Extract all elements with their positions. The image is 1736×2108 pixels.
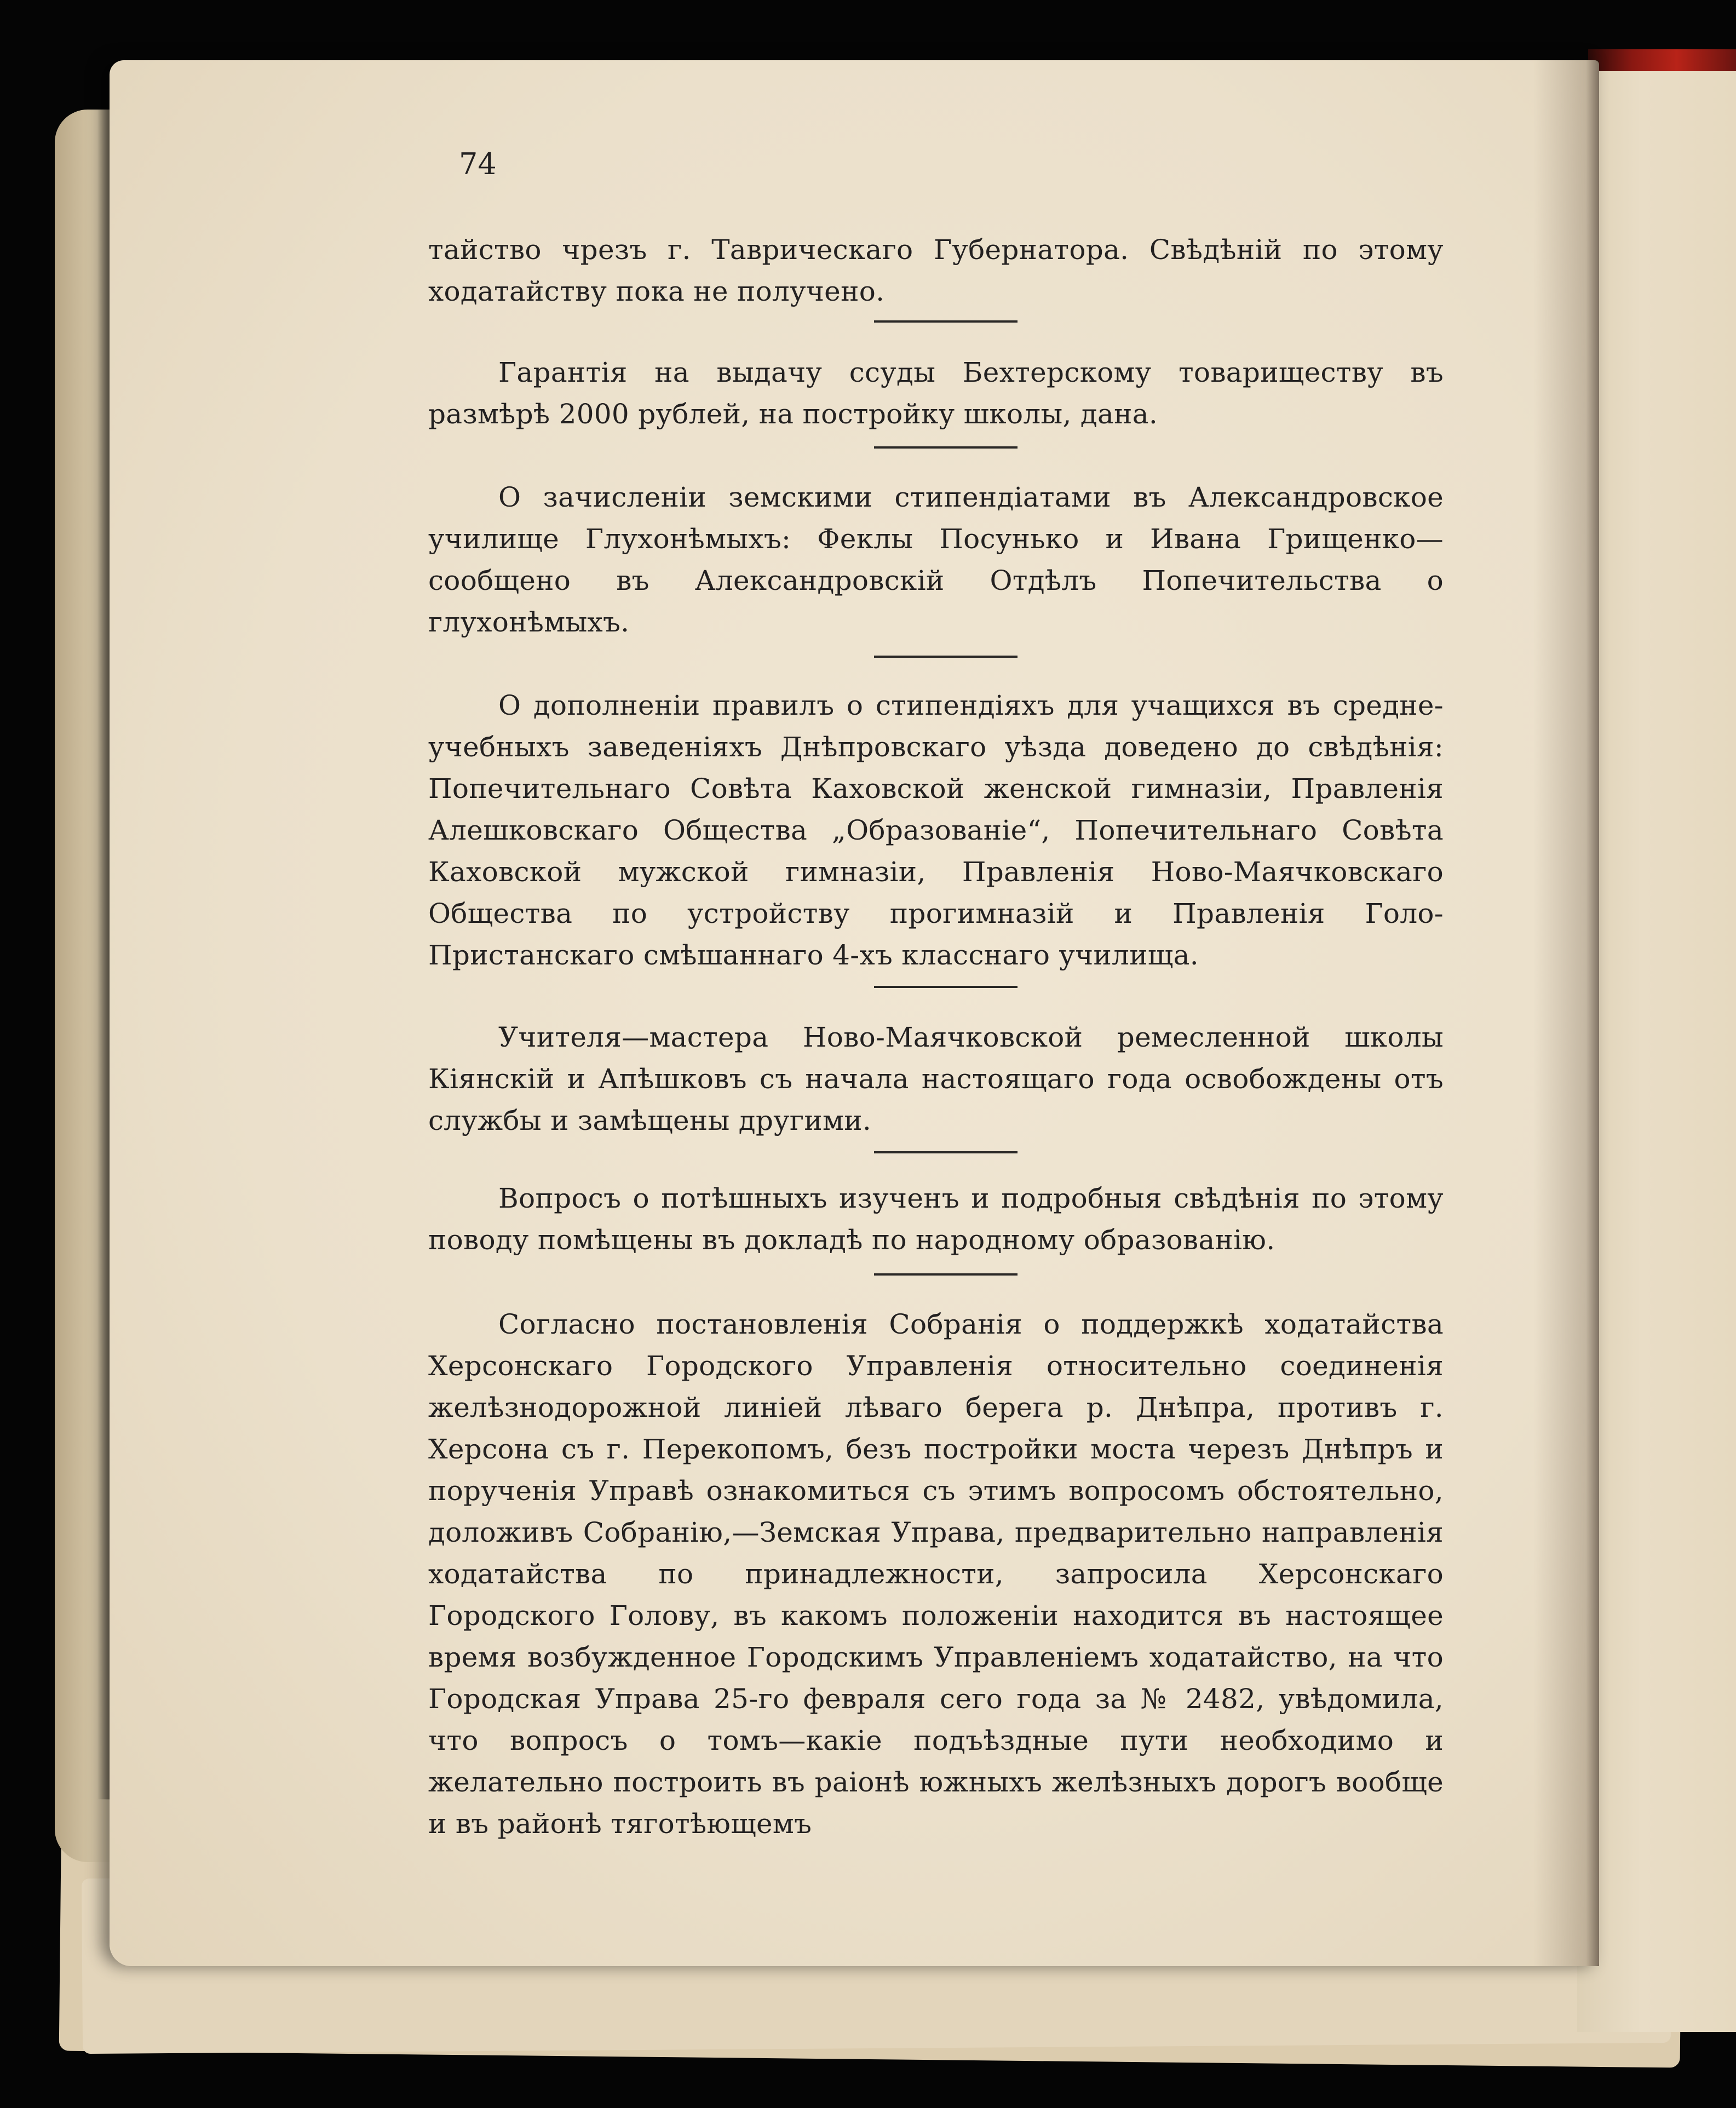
paragraph-block — [428, 352, 1444, 435]
paragraph: тайство чрезъ г. Таврическаго Губернатора. Свѣдѣній по этому ходатайству пока не получено. — [428, 234, 1444, 307]
paragraph-block — [428, 476, 1444, 643]
facing-page-edge — [1577, 71, 1736, 2032]
section-divider — [428, 1151, 1444, 1153]
paragraph-block — [428, 1178, 1444, 1261]
paragraph-block — [428, 685, 1444, 976]
paragraph: Согласно постановленія Собранія о поддержкѣ ходатайства Херсонскаго Городского Управленія относительно соединенія желѣзнодорожной линіей лѣваго берега р. Днѣпра, противъ г. Херсона съ г. Перекопомъ, безъ постройки моста черезъ Днѣпръ и порученія Управѣ ознакомиться съ этимъ вопросомъ обстоятельно, доложивъ Собранію,—Земская Управа, предварительно направленія ходатайства по принадлежности, запросила Херсонскаго Городского Голову, въ какомъ положеніи находится въ настоящее время возбужденное Городскимъ Управленіемъ ходатайство, на что Городская Управа 25-го февраля сего года за № 2482, увѣдомила, что вопросъ о томъ—какіе подъѣздные пути необходимо и желательно построить въ раіонѣ южныхъ желѣзныхъ дорогъ вообще и въ районѣ тяготѣющемъ — [428, 1308, 1444, 1840]
paragraph-block — [428, 1016, 1444, 1141]
paragraph: О дополненіи правилъ о стипендіяхъ для учащихся въ средне-учебныхъ заведеніяхъ Днѣпровскаго уѣзда доведено до свѣдѣнія: Попечительнаго Совѣта Каховской женской гимназіи, Правленія Алешковскаго Общества „Образованіе“, Попечительнаго Совѣта Каховской мужской гимназіи, Правленія Ново-Маячковскаго Общества по устройству прогимназій и Правленія Голо-Пристанскаго смѣшаннаго 4-хъ класснаго училища. — [428, 690, 1444, 971]
page-number: 74 — [459, 147, 497, 181]
paragraph: О зачисленіи земскими стипендіатами въ Александровское училище Глухонѣмыхъ: Феклы Посунько и Ивана Грищенко— сообщено въ Александровскій Отдѣлъ Попечительства о глухонѣмыхъ. — [428, 481, 1444, 638]
section-divider — [428, 320, 1444, 323]
section-divider — [428, 986, 1444, 988]
section-divider — [428, 446, 1444, 449]
paragraph: Учителя—мастера Ново-Маячковской ремесленной школы Кіянскій и Апѣшковъ съ начала настоящаго года освобождены отъ службы и замѣщены другими. — [428, 1021, 1444, 1136]
section-divider — [428, 656, 1444, 658]
paragraph: Вопросъ о потѣшныхъ изученъ и подробныя свѣдѣнія по этому поводу помѣщены въ докладѣ по народному образованію. — [428, 1182, 1444, 1256]
paragraph-block — [428, 229, 1444, 312]
section-divider — [428, 1273, 1444, 1276]
gutter-shadow — [1533, 60, 1599, 1966]
paragraph-block — [428, 1303, 1444, 1845]
paragraph: Гарантія на выдачу ссуды Бехтерскому товариществу въ размѣрѣ 2000 рублей, на постройку школы, дана. — [428, 357, 1444, 430]
